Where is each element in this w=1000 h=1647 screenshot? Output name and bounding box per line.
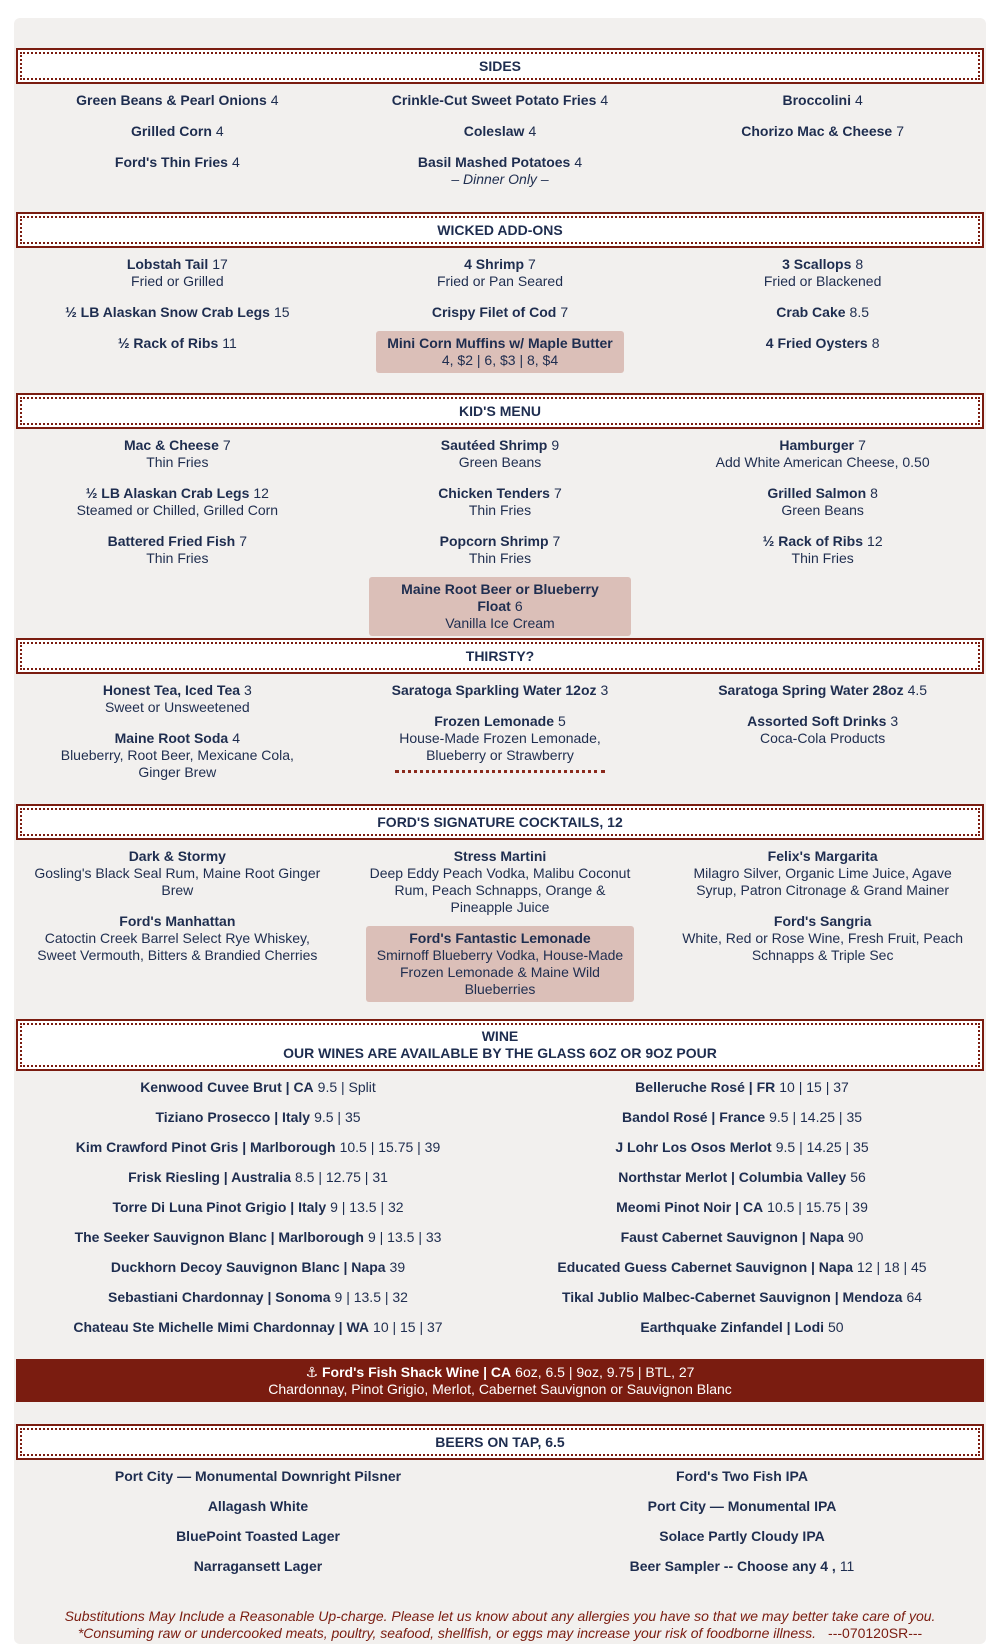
beer-item: Port City — Monumental Downright Pilsner — [114, 1468, 402, 1484]
addons-col-3 — [661, 256, 984, 387]
section-title: BEERS ON TAP, 6.5 — [20, 1428, 980, 1456]
menu-item: Chorizo Mac & Cheese 7 — [741, 123, 904, 139]
section-header — [16, 48, 984, 84]
cocktail-item: Felix's Margarita Milagro Silver, Organic Lime Juice, Agave Syrup, Patron Citronage & Grand Mainer — [693, 848, 952, 898]
beer-item: Beer Sampler -- Choose any 4 , 11 — [629, 1558, 855, 1574]
menu-item: ½ Rack of Ribs 12 Thin Fries — [762, 533, 883, 566]
menu-item: Chicken Tenders 7 Thin Fries — [438, 485, 562, 518]
wine-item: Meomi Pinot Noir | CA 10.5 | 15.75 | 39 — [616, 1199, 868, 1215]
menu-item: Broccolini 4 — [782, 92, 863, 108]
kids-col-3 — [661, 437, 984, 650]
menu-item: ½ Rack of Ribs 11 — [117, 335, 237, 351]
beer-item: BluePoint Toasted Lager — [176, 1528, 340, 1544]
menu-item: 3 Scallops 8 Fried or Blackened — [763, 256, 882, 289]
cocktails-col-3 — [661, 848, 984, 1016]
beers-col-right — [500, 1468, 984, 1588]
wine-item: Chateau Ste Michelle Mimi Chardonnay | WA 10 | 15 | 37 — [73, 1319, 443, 1335]
menu-item: Crab Cake 8.5 — [776, 304, 869, 320]
wine-item: Duckhorn Decoy Sauvignon Blanc | Napa 39 — [110, 1259, 406, 1275]
cocktail-item: Dark & Stormy Gosling's Black Seal Rum, Maine Root Ginger Brew — [34, 848, 321, 898]
highlight-box: Maine Root Beer or Blueberry Float 6 Vanilla Ice Cream — [369, 577, 631, 636]
section-header — [16, 212, 984, 248]
cocktail-item: Stress Martini Deep Eddy Peach Vodka, Malibu Coconut Rum, Peach Schnapps, Orange & Pineapple Juice — [369, 848, 631, 915]
menu-item: Honest Tea, Iced Tea 3 Sweet or Unsweetened — [102, 682, 252, 715]
wine-col-right — [500, 1079, 984, 1349]
anchor-icon: ⚓ — [305, 1364, 319, 1380]
kids-col-2 — [339, 437, 662, 650]
menu-item: Frozen Lemonade 5 House-Made Frozen Lemonade, Blueberry or Strawberry — [339, 713, 662, 773]
beer-item: Solace Partly Cloudy IPA — [659, 1528, 825, 1544]
wine-item: Kenwood Cuvee Brut | CA 9.5 | Split — [140, 1079, 376, 1095]
menu-item: Sautéed Shrimp 9 Green Beans — [440, 437, 560, 470]
cocktails-section — [16, 804, 984, 1016]
wine-col-left — [16, 1079, 500, 1349]
thirsty-col-2 — [339, 682, 662, 795]
wine-item: Belleruche Rosé | FR 10 | 15 | 37 — [635, 1079, 849, 1095]
cocktails-col-1 — [16, 848, 339, 1016]
section-header — [16, 638, 984, 674]
menu-item: Ford's Thin Fries 4 — [114, 154, 240, 170]
featured-item — [339, 581, 662, 636]
addons-col-1 — [16, 256, 339, 387]
menu-item: Popcorn Shrimp 7 Thin Fries — [439, 533, 561, 566]
beers-section — [16, 1424, 984, 1588]
highlight-box: Ford's Fantastic Lemonade Smirnoff Blueberry Vodka, House-Made Frozen Lemonade & Maine Wild Blueberries — [366, 926, 634, 1002]
sides-col-2 — [339, 92, 662, 202]
wine-item: Educated Guess Cabernet Sauvignon | Napa 12 | 18 | 45 — [557, 1259, 927, 1275]
sides-section — [16, 48, 984, 202]
section-header — [16, 804, 984, 840]
featured-item — [363, 930, 638, 1002]
wine-item: The Seeker Sauvignon Blanc | Marlborough 9 | 13.5 | 33 — [74, 1229, 442, 1245]
wine-item: Frisk Riesling | Australia 8.5 | 12.75 | 31 — [128, 1169, 388, 1185]
menu-item: Grilled Corn 4 — [130, 123, 224, 139]
sides-col-3 — [661, 92, 984, 202]
dotted-divider — [395, 770, 605, 773]
section-title: THIRSTY? — [20, 642, 980, 670]
thirsty-col-1 — [16, 682, 339, 795]
sides-col-1 — [16, 92, 339, 202]
section-header — [16, 1424, 984, 1460]
wine-item: Kim Crawford Pinot Gris | Marlborough 10.5 | 15.75 | 39 — [75, 1139, 441, 1155]
section-title: WICKED ADD-ONS — [20, 216, 980, 244]
menu-item: 4 Shrimp 7 Fried or Pan Seared — [436, 256, 564, 289]
house-wine-varieties: Chardonnay, Pinot Grigio, Merlot, Cabernet Sauvignon or Sauvignon Blanc — [268, 1381, 732, 1397]
wine-item: Tikal Jublio Malbec-Cabernet Sauvignon | Mendoza 64 — [561, 1289, 923, 1305]
menu-item: Hamburger 7 Add White American Cheese, 0.50 — [715, 437, 930, 470]
menu-item: Maine Root Soda 4 Blueberry, Root Beer, Mexicane Cola, Ginger Brew — [60, 730, 294, 780]
menu-item: Saratoga Spring Water 28oz 4.5 — [718, 682, 928, 698]
wine-item: Northstar Merlot | Columbia Valley 56 — [618, 1169, 866, 1185]
cocktail-item: Ford's Sangria White, Red or Rose Wine, Fresh Fruit, Peach Schnapps & Triple Sec — [682, 913, 964, 963]
wine-item: Earthquake Zinfandel | Lodi 50 — [640, 1319, 844, 1335]
substitution-note: Substitutions May Include a Reasonable Up-charge. Please let us know about any allergies you have so that we may better take care of you. — [64, 1608, 936, 1624]
wine-item: Bandol Rosé | France 9.5 | 14.25 | 35 — [621, 1109, 863, 1125]
menu-item: ½ LB Alaskan Crab Legs 12 Steamed or Chilled, Grilled Corn — [76, 485, 279, 518]
wine-item: J Lohr Los Osos Merlot 9.5 | 14.25 | 35 — [615, 1139, 869, 1155]
kids-section — [16, 393, 984, 650]
thirsty-section — [16, 638, 984, 795]
menu-item: 4 Fried Oysters 8 — [765, 335, 880, 351]
dinner-only-note: – Dinner Only – — [451, 171, 549, 187]
beer-item: Port City — Monumental IPA — [647, 1498, 837, 1514]
menu-item: Saratoga Sparkling Water 12oz 3 — [391, 682, 609, 698]
highlight-box: Mini Corn Muffins w/ Maple Butter 4, $2 | 6, $3 | 8, $4 — [376, 331, 624, 373]
consumption-warning: *Consuming raw or undercooked meats, poultry, seafood, shellfish, or eggs may increase your risk of foodborne illness. ---070120SR--- — [77, 1625, 923, 1641]
menu-item: Assorted Soft Drinks 3 Coca-Cola Products — [747, 713, 899, 746]
addons-col-2 — [339, 256, 662, 387]
featured-item — [339, 335, 662, 373]
beer-item: Ford's Two Fish IPA — [676, 1468, 808, 1484]
wine-item: Torre Di Luna Pinot Grigio | Italy 9 | 13.5 | 32 — [112, 1199, 404, 1215]
cocktail-item: Ford's Manhattan Catoctin Creek Barrel Select Rye Whiskey, Sweet Vermouth, Bitters & Brandied Cherries — [37, 913, 318, 963]
menu-item: Crinkle-Cut Sweet Potato Fries 4 — [391, 92, 609, 108]
house-wine-banner: ⚓ Ford's Fish Shack Wine | CA 6oz, 6.5 | 9oz, 9.75 | BTL, 27 Chardonnay, Pinot Grigio, Merlot, Cabernet Sauvignon or Sauvignon Blanc — [16, 1359, 984, 1402]
beer-item: Allagash White — [207, 1498, 309, 1514]
wine-item: Faust Cabernet Sauvignon | Napa 90 — [620, 1229, 864, 1245]
menu-item: Crispy Filet of Cod 7 — [431, 304, 569, 320]
menu-item: Lobstah Tail 17 Fried or Grilled — [126, 256, 228, 289]
menu-item: Green Beans & Pearl Onions 4 — [76, 92, 279, 108]
section-header — [16, 393, 984, 429]
wine-item: Tiziano Prosecco | Italy 9.5 | 35 — [155, 1109, 361, 1125]
section-title: FORD'S SIGNATURE COCKTAILS, 12 — [20, 808, 980, 836]
beer-item: Narragansett Lager — [193, 1558, 323, 1574]
section-title: WINE OUR WINES ARE AVAILABLE BY THE GLASS 6OZ OR 9OZ POUR — [20, 1023, 980, 1067]
menu-item: ½ LB Alaskan Snow Crab Legs 15 — [65, 304, 290, 320]
beers-col-left — [16, 1468, 500, 1588]
wine-item: Sebastiani Chardonnay | Sonoma 9 | 13.5 | 32 — [108, 1289, 408, 1305]
thirsty-col-3 — [661, 682, 984, 795]
section-title: SIDES — [20, 52, 980, 80]
addons-section — [16, 212, 984, 387]
menu-item: Battered Fried Fish 7 Thin Fries — [107, 533, 248, 566]
wine-section — [16, 1019, 984, 1349]
section-header — [16, 1019, 984, 1071]
menu-item: Coleslaw 4 — [463, 123, 537, 139]
menu-item: Grilled Salmon 8 Green Beans — [767, 485, 878, 518]
menu-item: Mac & Cheese 7 Thin Fries — [123, 437, 231, 470]
cocktails-col-2 — [339, 848, 662, 1016]
section-title: KID'S MENU — [20, 397, 980, 425]
menu-code: ---070120SR--- — [828, 1625, 923, 1641]
menu-footer — [16, 1608, 984, 1642]
kids-col-1 — [16, 437, 339, 650]
menu-item: Basil Mashed Potatoes 4 – Dinner Only – — [339, 154, 662, 188]
